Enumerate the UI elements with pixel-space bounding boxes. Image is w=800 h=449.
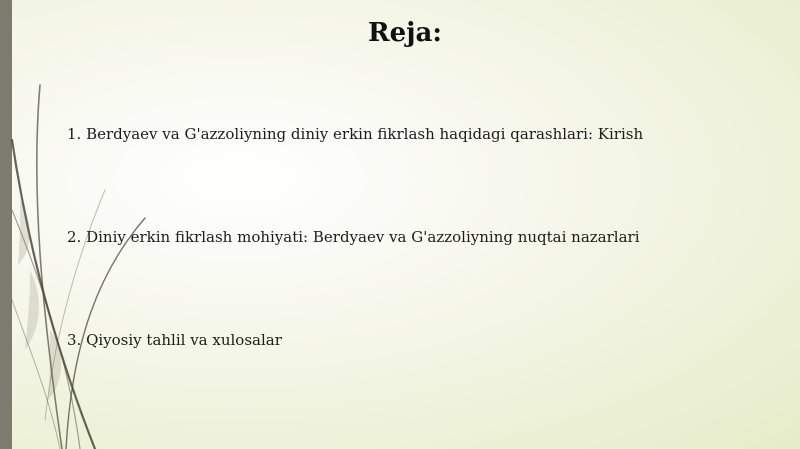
slide-title: Reja: — [367, 18, 442, 48]
agenda-item-2: 2. Diniy erkin fikrlash mohiyati: Berdyaev va G'azzoliyning nuqtai nazarlari — [67, 228, 640, 246]
agenda-item-1: 1. Berdyaev va G'azzoliyning diniy erkin fikrlash haqidagi qarashlari: Kirish — [67, 125, 644, 143]
agenda-item-3: 3. Qiyosiy tahlil va xulosalar — [67, 331, 282, 349]
fern-decoration-icon — [0, 0, 200, 449]
